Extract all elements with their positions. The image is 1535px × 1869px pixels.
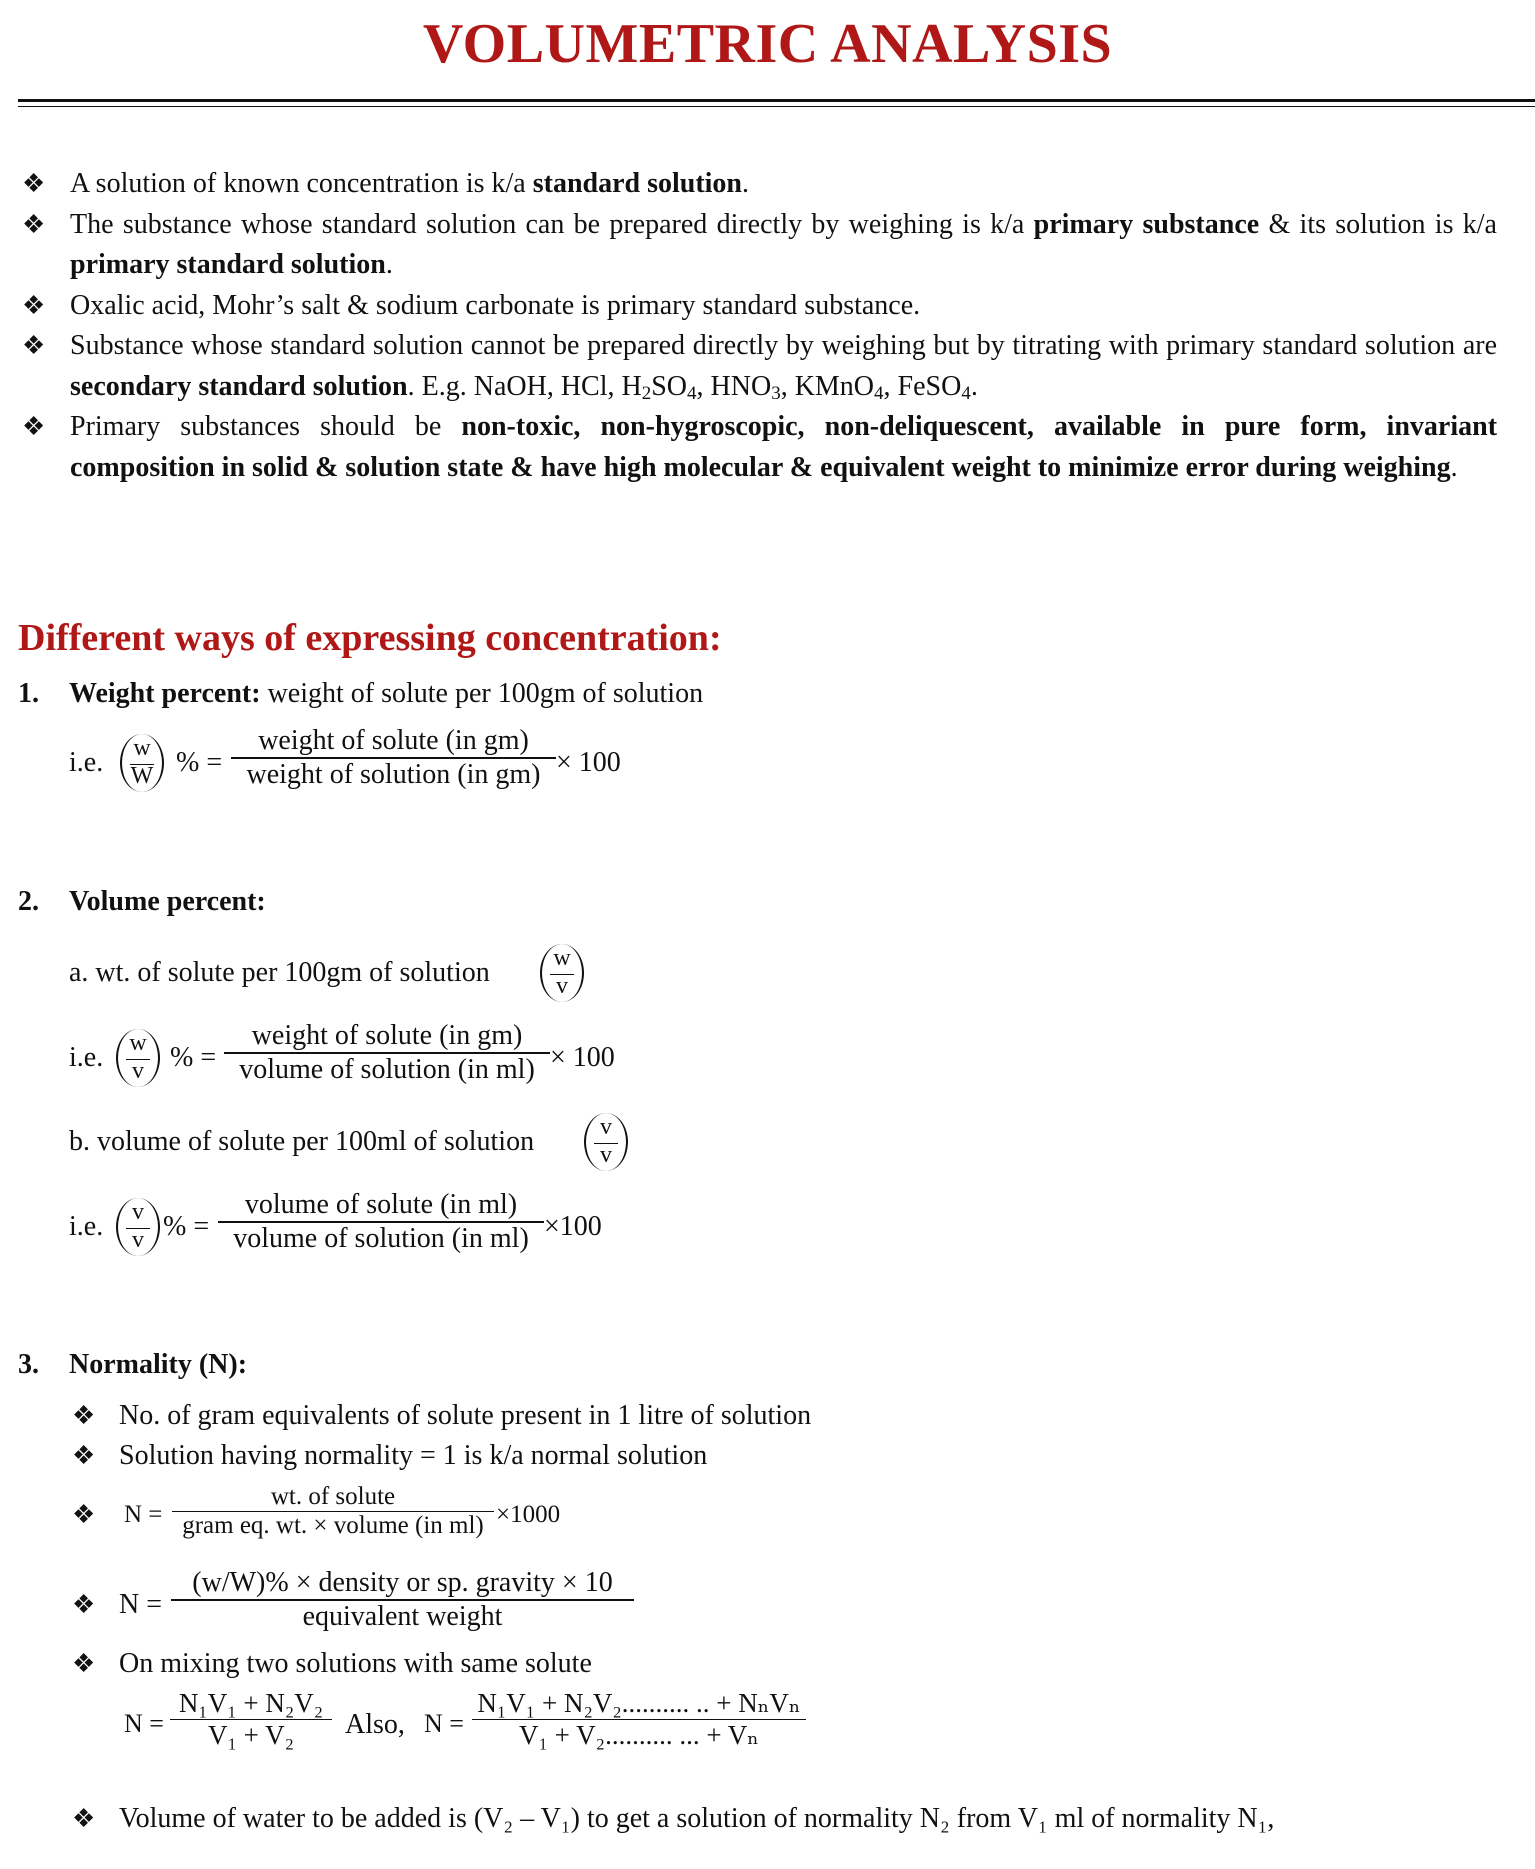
bold-term: non-toxic, non-hygroscopic, non-deliquescent, available in pure form, invariant composition in solid & solution state & have high molecular & equivalent weight to minimize error during weighing — [70, 411, 1498, 483]
bold-term: primary standard solution — [70, 249, 386, 280]
ratio-paren — [120, 734, 164, 792]
bold-term: secondary standard solution — [70, 370, 408, 402]
item-number: 1. — [18, 678, 39, 709]
item-label: Volume percent: — [69, 886, 266, 917]
chem-text: SO — [651, 370, 688, 402]
normality-lhs: N = — [124, 1709, 164, 1738]
bullet-text: Volume of water to be added is (V₂ – V₁) to get a solution of normality N₂ from V₁ ml of normality N₁, — [119, 1803, 1275, 1834]
chem-sub: 3 — [771, 382, 781, 404]
percent-equals: % = — [170, 1042, 217, 1073]
item-desc: weight of solute per 100gm of solution — [260, 678, 704, 709]
chem-sub: 2 — [641, 382, 652, 404]
fraction-denominator: V₁ + V₂.......... ... + Vₙ — [519, 1720, 759, 1750]
paren-top: v — [132, 1199, 144, 1225]
bullet-text: . E.g. NaOH, HCl, H — [407, 370, 642, 402]
bullet-text: . — [385, 249, 393, 280]
bullet-icon: ❖ — [72, 1804, 96, 1833]
paren-top: w — [133, 735, 151, 761]
chem-sub: 4 — [961, 382, 971, 404]
intro-bullet-3 — [22, 286, 1497, 327]
bullet-icon: ❖ — [72, 1401, 96, 1430]
normality-lhs: N = — [119, 1589, 163, 1620]
bullet-text: & its solution is k/a — [1259, 208, 1497, 240]
normality-lhs: N = — [424, 1709, 464, 1738]
fraction-denominator: weight of solution (in gm) — [246, 759, 541, 790]
intro-bullet-2 — [22, 205, 1497, 286]
bullet-text: No. of gram equivalents of solute present in 1 litre of solution — [119, 1400, 812, 1431]
intro-bullets — [22, 164, 1497, 488]
title-rule-thin — [18, 106, 1535, 107]
bullet-icon: ❖ — [22, 331, 46, 360]
chem-text: , HNO — [696, 370, 772, 402]
fraction-numerator: (w/W)% × density or sp. gravity × 10 — [192, 1567, 613, 1598]
intro-bullet-1 — [22, 164, 1497, 205]
percent-equals: % = — [176, 747, 223, 778]
bullet-icon: ❖ — [22, 290, 46, 320]
normality-bullet-3 — [72, 1648, 592, 1680]
fraction-denominator: gram eq. wt. × volume (in ml) — [182, 1512, 484, 1539]
item-number: 2. — [18, 886, 39, 917]
fraction-denominator: volume of solution (in ml) — [239, 1054, 535, 1085]
fraction-numerator: volume of solute (in ml) — [244, 1189, 518, 1220]
times-hundred: × 100 — [556, 747, 621, 778]
bold-term: standard solution — [532, 168, 743, 199]
fraction-denominator: equivalent weight — [302, 1601, 503, 1632]
paren-bottom: v — [132, 1058, 144, 1084]
normality-lhs: N = — [124, 1501, 163, 1528]
fraction-numerator: N₁V₁ + N₂V₂.......... .. + NₙVₙ — [477, 1688, 801, 1718]
item-number: 3. — [18, 1349, 39, 1380]
bold-term: primary substance — [1033, 208, 1260, 240]
bullet-text: The substance whose standard solution can be prepared directly by weighing is k/a — [70, 208, 1034, 240]
bullet-icon: ❖ — [72, 1649, 96, 1678]
ie-label: i.e. — [69, 747, 104, 778]
times-thousand: ×1000 — [496, 1501, 561, 1528]
bullet-text: Primary substances should be — [70, 411, 462, 442]
ie-label: i.e. — [69, 1042, 104, 1073]
bullet-icon: ❖ — [72, 1441, 96, 1470]
item-label: Weight percent: — [69, 678, 261, 709]
volume-percent-b-fraction — [218, 1189, 544, 1255]
chem-text: , FeSO — [883, 370, 962, 402]
ratio-paren — [540, 944, 584, 1002]
normality-bullet-2 — [72, 1440, 707, 1472]
fraction-denominator: volume of solution (in ml) — [233, 1223, 529, 1254]
fraction-numerator: weight of solute (in gm) — [251, 1020, 523, 1051]
page-title: VOLUMETRIC ANALYSIS — [422, 13, 1113, 75]
bullet-icon: ❖ — [22, 169, 46, 198]
volume-percent-a-fraction — [224, 1020, 550, 1086]
normality-fraction-2 — [171, 1567, 634, 1633]
mixing-fraction-1 — [170, 1688, 332, 1751]
fraction-numerator: wt. of solute — [270, 1483, 396, 1510]
volume-percent-heading — [18, 886, 266, 918]
fraction-numerator: weight of solute (in gm) — [258, 725, 529, 756]
chem-text: . — [970, 370, 978, 402]
title-rule-thick — [18, 99, 1535, 102]
bullet-icon: ❖ — [72, 1590, 96, 1619]
times-hundred: ×100 — [544, 1211, 602, 1242]
paren-top: w — [129, 1030, 147, 1056]
normality-heading — [18, 1349, 247, 1381]
bullet-text: Oxalic acid, Mohr’s salt & sodium carbonate is primary standard substance. — [70, 289, 921, 321]
weight-percent-heading — [18, 678, 703, 710]
bullet-text: A solution of known concentration is k/a — [70, 168, 533, 199]
bullet-text: Substance whose standard solution cannot be prepared directly by weighing but by titrating with primary standard solution are — [70, 330, 1497, 361]
bullet-icon: ❖ — [22, 412, 46, 441]
normality-fraction-1 — [172, 1483, 494, 1540]
paren-bottom: v — [132, 1227, 144, 1253]
intro-bullet-5 — [22, 407, 1497, 488]
item-label: Normality (N): — [69, 1349, 248, 1380]
chem-sub: 4 — [687, 382, 697, 404]
normality-bullet-1 — [72, 1400, 811, 1432]
paren-bottom: v — [600, 1142, 612, 1168]
section-title: Different ways of expressing concentration: — [18, 617, 722, 659]
bullet-text: Solution having normality = 1 is k/a normal solution — [119, 1440, 708, 1471]
ratio-paren — [584, 1113, 628, 1171]
times-hundred: × 100 — [550, 1042, 615, 1073]
percent-equals: % = — [163, 1211, 210, 1242]
bullet-text: . — [742, 168, 750, 199]
ratio-paren — [116, 1198, 160, 1256]
bullet-text: . — [1450, 451, 1458, 483]
paren-top: v — [600, 1114, 612, 1140]
chem-text: , KMnO — [780, 370, 875, 402]
paren-top: w — [553, 945, 571, 971]
fraction-numerator: N₁V₁ + N₂V₂ — [178, 1688, 324, 1718]
bullet-text: On mixing two solutions with same solute — [119, 1648, 592, 1679]
volume-percent-a-text: a. wt. of solute per 100gm of solution — [69, 957, 490, 988]
paren-bottom: W — [130, 763, 154, 789]
paren-bottom: v — [556, 973, 568, 999]
ie-label: i.e. — [69, 1211, 104, 1242]
bullet-icon: ❖ — [22, 209, 46, 239]
ratio-paren — [116, 1029, 160, 1087]
mixing-fraction-2 — [472, 1688, 806, 1751]
chem-sub: 4 — [874, 382, 884, 404]
normality-bullet-4 — [72, 1803, 1274, 1835]
fraction-denominator: V₁ + V₂ — [207, 1720, 295, 1750]
volume-percent-b-text: b. volume of solute per 100ml of solution — [69, 1126, 535, 1157]
weight-percent-fraction — [231, 725, 556, 791]
intro-bullet-4 — [22, 326, 1497, 407]
also-label: Also, — [345, 1709, 405, 1740]
bullet-icon: ❖ — [72, 1500, 96, 1529]
